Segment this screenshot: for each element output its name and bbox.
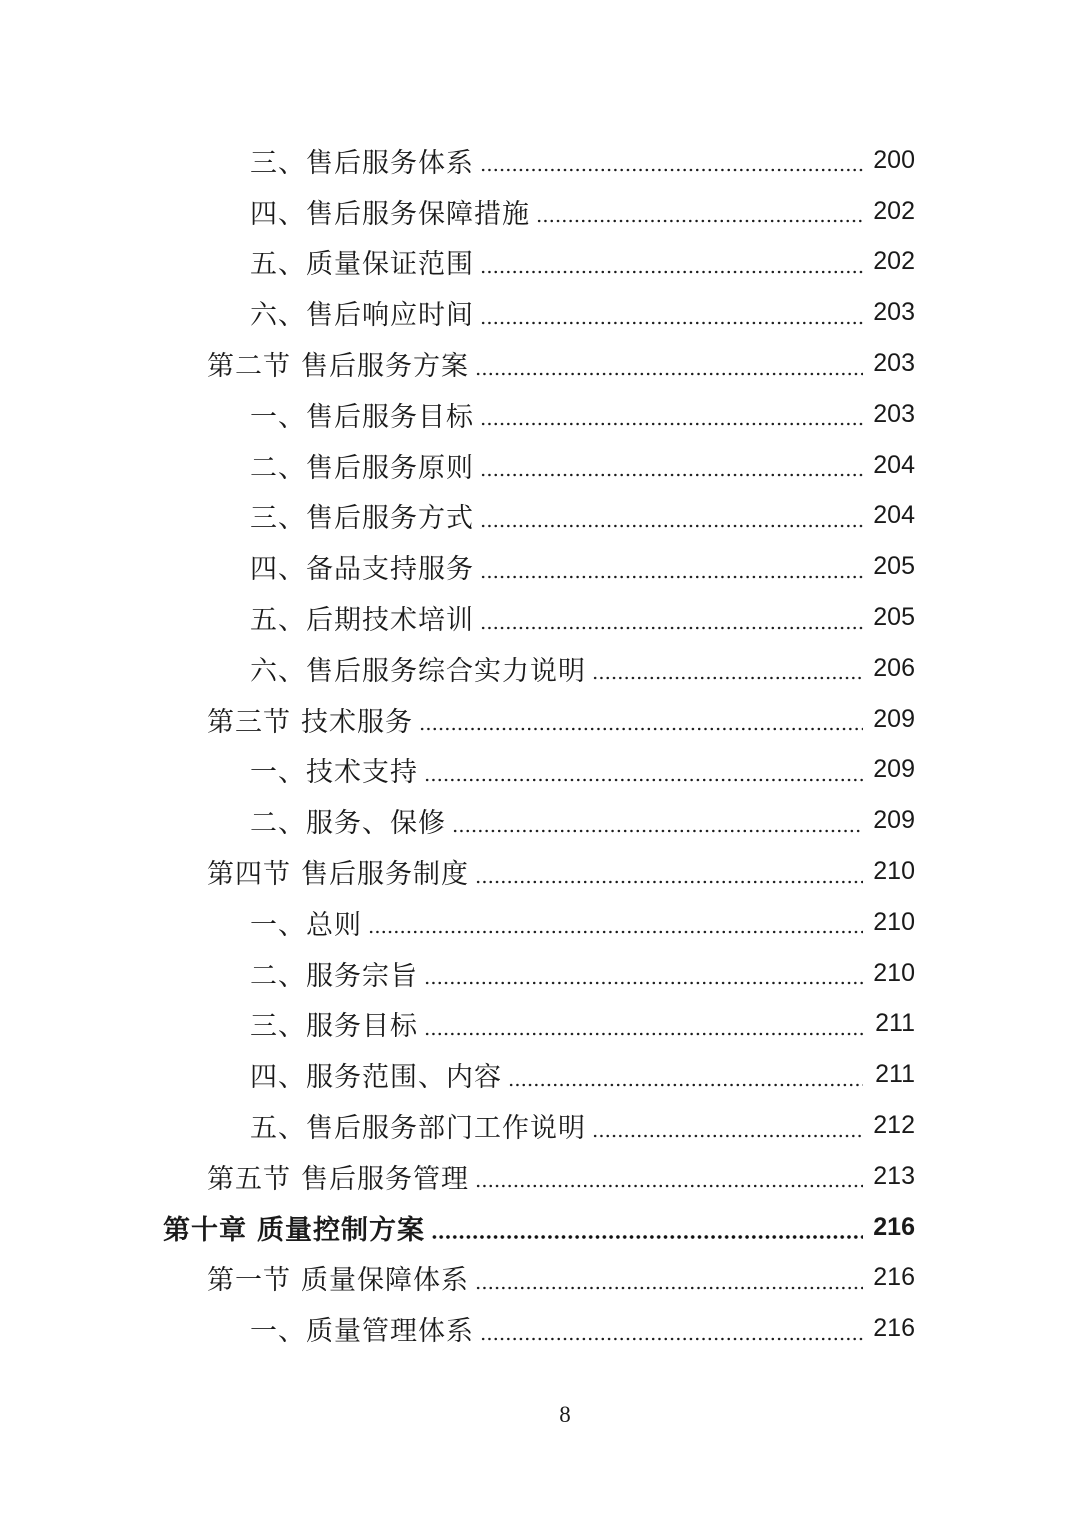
toc-entry-title xyxy=(250,903,362,942)
page-number: 8 xyxy=(559,1402,571,1427)
toc-entry-text: 售后服务原则 xyxy=(306,452,474,484)
toc-entry-number: 第一节 xyxy=(207,1265,291,1297)
toc-entry-item[interactable] xyxy=(0,643,1080,694)
toc-dot-leader xyxy=(431,1220,863,1240)
toc-entry-page: 216 xyxy=(873,1263,915,1292)
toc-entry-page: 205 xyxy=(873,603,915,632)
toc-entry-title xyxy=(250,446,474,485)
toc-dot-leader xyxy=(424,763,863,783)
toc-entry-text: 质量控制方案 xyxy=(257,1214,425,1246)
toc-entry-number: 第四节 xyxy=(207,859,291,891)
toc-entry-page: 203 xyxy=(873,399,915,428)
toc-entry-title xyxy=(250,954,418,993)
toc-entry-item[interactable] xyxy=(0,135,1080,186)
toc-entry-number: 第五节 xyxy=(207,1163,291,1195)
toc-entry-text: 售后服务综合实力说明 xyxy=(306,655,586,687)
toc-entry-number: 三、 xyxy=(250,503,306,535)
toc-entry-page: 209 xyxy=(873,704,915,733)
toc-entry-text: 质量保障体系 xyxy=(301,1265,469,1297)
toc-entry-text: 售后服务制度 xyxy=(301,859,469,891)
toc-entry-title xyxy=(250,293,474,332)
toc-entry-title xyxy=(250,141,474,180)
toc-entry-number: 三、 xyxy=(250,1011,306,1043)
toc-entry-item[interactable] xyxy=(0,541,1080,592)
toc-entry-item[interactable] xyxy=(0,1049,1080,1100)
toc-entry-text: 后期技术培训 xyxy=(306,605,474,637)
toc-dot-leader xyxy=(480,611,863,631)
toc-entry-item[interactable] xyxy=(0,287,1080,338)
toc-dot-leader xyxy=(592,1119,863,1139)
toc-entry-number: 六、 xyxy=(250,300,306,332)
toc-entry-item[interactable] xyxy=(0,897,1080,948)
toc-entry-page: 212 xyxy=(873,1111,915,1140)
toc-dot-leader xyxy=(592,661,863,681)
toc-entry-text: 服务目标 xyxy=(306,1011,418,1043)
toc-entry-section[interactable] xyxy=(0,1253,1080,1304)
toc-dot-leader xyxy=(480,509,863,529)
toc-entry-title xyxy=(250,1055,502,1094)
toc-entry-title xyxy=(207,700,413,739)
toc-dot-leader xyxy=(452,814,863,834)
toc-entry-title xyxy=(250,1004,418,1043)
toc-dot-leader xyxy=(368,915,863,935)
toc-entry-title xyxy=(250,192,530,231)
toc-entry-title xyxy=(250,242,474,281)
toc-entry-page: 216 xyxy=(873,1314,915,1343)
toc-entry-title xyxy=(207,1157,469,1196)
toc-entry-item[interactable] xyxy=(0,999,1080,1050)
toc-entry-title xyxy=(250,496,474,535)
toc-entry-number: 第十章 xyxy=(163,1214,247,1246)
toc-entry-page: 206 xyxy=(873,653,915,682)
toc-entry-title xyxy=(207,852,469,891)
toc-entry-text: 售后服务目标 xyxy=(306,401,474,433)
toc-dot-leader xyxy=(536,204,863,224)
toc-entry-title xyxy=(250,598,474,637)
toc-entry-chapter[interactable] xyxy=(0,1202,1080,1253)
toc-entry-title xyxy=(250,547,474,586)
toc-entry-item[interactable] xyxy=(0,237,1080,288)
toc-dot-leader xyxy=(480,255,863,275)
toc-entry-number: 二、 xyxy=(250,960,306,992)
toc-dot-leader xyxy=(475,1271,863,1291)
toc-entry-title xyxy=(163,1208,425,1247)
toc-dot-leader xyxy=(424,966,863,986)
toc-entry-page: 202 xyxy=(873,196,915,225)
toc-entry-number: 第三节 xyxy=(207,706,291,738)
toc-entry-item[interactable] xyxy=(0,1100,1080,1151)
toc-entry-page: 205 xyxy=(873,552,915,581)
toc-entry-page: 216 xyxy=(873,1212,915,1241)
toc-entry-title xyxy=(250,395,474,434)
toc-entry-title xyxy=(250,1106,586,1145)
toc-entry-number: 二、 xyxy=(250,452,306,484)
toc-entry-page: 211 xyxy=(875,1009,915,1038)
toc-entry-text: 总则 xyxy=(306,909,362,941)
toc-entry-page: 211 xyxy=(875,1060,915,1089)
toc-entry-text: 售后服务管理 xyxy=(301,1163,469,1195)
toc-entry-title xyxy=(250,649,586,688)
toc-entry-number: 二、 xyxy=(250,808,306,840)
toc-entry-number: 一、 xyxy=(250,909,306,941)
toc-entry-page: 209 xyxy=(873,755,915,784)
toc-dot-leader xyxy=(424,1017,863,1037)
toc-entry-item[interactable] xyxy=(0,948,1080,999)
toc-entry-section[interactable] xyxy=(0,338,1080,389)
toc-entry-text: 技术服务 xyxy=(301,706,413,738)
toc-entry-number: 四、 xyxy=(250,1062,306,1094)
toc-entry-title xyxy=(250,801,446,840)
toc-entry-page: 202 xyxy=(873,247,915,276)
toc-dot-leader xyxy=(480,458,863,478)
toc-entry-number: 一、 xyxy=(250,757,306,789)
toc-entry-page: 203 xyxy=(873,349,915,378)
toc-entry-text: 售后服务方式 xyxy=(306,503,474,535)
toc-entry-item[interactable] xyxy=(0,795,1080,846)
toc-dot-leader xyxy=(419,712,863,732)
toc-entry-title xyxy=(250,1309,474,1348)
toc-entry-number: 四、 xyxy=(250,554,306,586)
toc-entry-number: 六、 xyxy=(250,655,306,687)
toc-entry-text: 技术支持 xyxy=(306,757,418,789)
toc-entry-number: 三、 xyxy=(250,147,306,179)
toc-entry-item[interactable] xyxy=(0,389,1080,440)
toc-entry-item[interactable] xyxy=(0,592,1080,643)
toc-dot-leader xyxy=(480,560,863,580)
toc-entry-text: 售后服务方案 xyxy=(301,351,469,383)
toc-entry-text: 质量管理体系 xyxy=(306,1316,474,1348)
toc-entry-number: 一、 xyxy=(250,401,306,433)
toc-entry-page: 203 xyxy=(873,298,915,327)
toc-entry-section[interactable] xyxy=(0,1151,1080,1202)
toc-entry-page: 209 xyxy=(873,806,915,835)
toc-entry-text: 售后服务部门工作说明 xyxy=(306,1113,586,1145)
toc-entry-text: 服务范围、内容 xyxy=(306,1062,502,1094)
toc-entry-number: 第二节 xyxy=(207,351,291,383)
toc-entry-title xyxy=(207,1258,469,1297)
toc-entry-text: 质量保证范围 xyxy=(306,249,474,281)
toc-dot-leader xyxy=(480,1322,863,1342)
toc-entry-item[interactable] xyxy=(0,1303,1080,1354)
table-of-contents xyxy=(0,135,1080,1354)
toc-dot-leader xyxy=(480,153,863,173)
toc-entry-text: 售后响应时间 xyxy=(306,300,474,332)
toc-entry-text: 服务、保修 xyxy=(306,808,446,840)
toc-entry-item[interactable] xyxy=(0,745,1080,796)
toc-entry-page: 210 xyxy=(873,958,915,987)
toc-entry-number: 五、 xyxy=(250,249,306,281)
toc-entry-number: 五、 xyxy=(250,605,306,637)
toc-dot-leader xyxy=(475,1169,863,1189)
toc-entry-item[interactable] xyxy=(0,440,1080,491)
toc-entry-number: 一、 xyxy=(250,1316,306,1348)
toc-entry-number: 五、 xyxy=(250,1113,306,1145)
toc-dot-leader xyxy=(508,1068,863,1088)
toc-dot-leader xyxy=(475,357,863,377)
toc-entry-page: 204 xyxy=(873,501,915,530)
toc-entry-page: 200 xyxy=(873,145,915,174)
toc-dot-leader xyxy=(480,306,863,326)
toc-entry-title xyxy=(207,344,469,383)
toc-entry-text: 售后服务体系 xyxy=(306,147,474,179)
toc-entry-page: 213 xyxy=(873,1161,915,1190)
toc-entry-title xyxy=(250,750,418,789)
toc-entry-text: 服务宗旨 xyxy=(306,960,418,992)
toc-entry-page: 210 xyxy=(873,857,915,886)
toc-dot-leader xyxy=(480,407,863,427)
toc-dot-leader xyxy=(475,865,863,885)
toc-entry-page: 210 xyxy=(873,907,915,936)
toc-entry-text: 售后服务保障措施 xyxy=(306,198,530,230)
toc-entry-page: 204 xyxy=(873,450,915,479)
toc-entry-item[interactable] xyxy=(0,186,1080,237)
toc-entry-text: 备品支持服务 xyxy=(306,554,474,586)
toc-entry-number: 四、 xyxy=(250,198,306,230)
toc-entry-section[interactable] xyxy=(0,846,1080,897)
toc-entry-item[interactable] xyxy=(0,491,1080,542)
toc-entry-section[interactable] xyxy=(0,694,1080,745)
